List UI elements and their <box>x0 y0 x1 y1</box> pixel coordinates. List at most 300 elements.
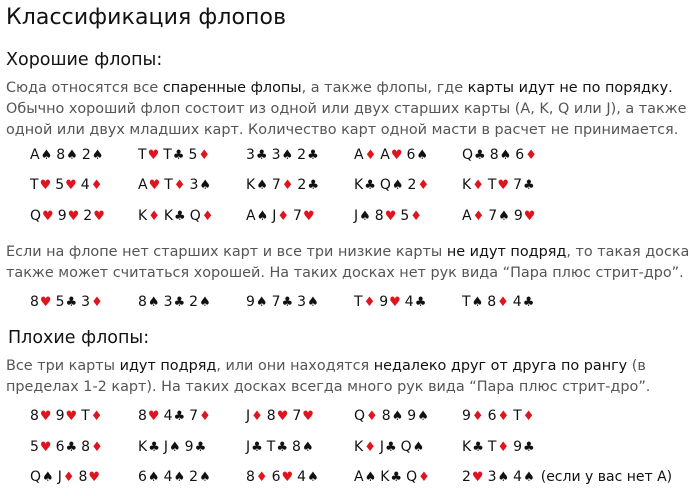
playing-card <box>81 174 103 197</box>
clubs-suit-icon: ♣ <box>522 295 535 310</box>
flop-combo <box>138 205 217 228</box>
card-rank: 3 <box>189 177 199 193</box>
good-flops-heading: Хорошие флопы: <box>6 50 163 70</box>
playing-card <box>462 466 484 489</box>
playing-card <box>488 436 509 459</box>
card-rank: J <box>354 208 359 224</box>
diamonds-suit-icon: ♦ <box>366 409 378 424</box>
card-rank: A <box>462 208 472 224</box>
hearts-suit-icon: ♥ <box>39 440 52 455</box>
card-rank: 4 <box>513 469 523 485</box>
playing-card <box>246 405 263 428</box>
spades-suit-icon: ♠ <box>199 178 212 193</box>
spades-suit-icon: ♠ <box>307 470 319 485</box>
playing-card <box>380 466 402 489</box>
clubs-suit-icon: ♣ <box>414 295 427 310</box>
playing-card <box>78 466 100 489</box>
card-rank: 9 <box>513 439 522 455</box>
playing-card <box>138 466 160 489</box>
diamonds-suit-icon: ♦ <box>364 148 377 163</box>
card-rank: 9 <box>246 294 255 310</box>
playing-card <box>81 436 103 459</box>
flop-combo <box>354 174 433 197</box>
card-rank: 7 <box>271 177 281 193</box>
card-rank: T <box>138 147 147 163</box>
hearts-suit-icon: ♥ <box>281 470 294 485</box>
card-rank: 2 <box>83 208 93 224</box>
spades-suit-icon: ♠ <box>498 209 510 224</box>
flop-combo <box>246 405 318 428</box>
card-rank: 8 <box>30 408 39 424</box>
playing-card <box>30 205 54 228</box>
hearts-suit-icon: ♥ <box>42 209 54 224</box>
flop-combo <box>462 405 538 428</box>
card-rank: 9 <box>57 208 67 224</box>
diamonds-suit-icon: ♦ <box>472 209 485 224</box>
card-rank: 8 <box>266 408 276 424</box>
spades-suit-icon: ♠ <box>42 470 54 485</box>
paragraph-text: Все три карты <box>6 358 120 374</box>
card-rank: J <box>379 439 384 455</box>
spades-suit-icon: ♠ <box>359 209 371 224</box>
card-rank: 2 <box>407 177 417 193</box>
diamonds-suit-icon: ♦ <box>281 178 294 193</box>
flop-combo <box>138 291 215 314</box>
card-rank: 8 <box>292 439 301 455</box>
playing-card <box>138 291 160 314</box>
flop-combo <box>354 205 426 228</box>
bad-row-2 <box>0 436 700 458</box>
card-rank: Q <box>400 439 412 455</box>
highlighted-text: спаренные флопы <box>162 80 302 96</box>
card-rank: T <box>163 147 172 163</box>
playing-card <box>272 144 294 167</box>
card-rank: Q <box>354 408 366 424</box>
spades-suit-icon: ♠ <box>91 148 104 163</box>
card-rank: 8 <box>81 439 91 455</box>
playing-card <box>462 405 484 428</box>
card-rank: 8 <box>78 469 88 485</box>
card-rank: A <box>138 177 148 193</box>
diamonds-suit-icon: ♦ <box>522 409 535 424</box>
card-rank: K <box>462 439 472 455</box>
highlighted-text: недалеко друг от друга по рангу <box>373 358 628 374</box>
diamonds-suit-icon: ♦ <box>417 178 430 193</box>
playing-card <box>188 144 210 167</box>
diamonds-suit-icon: ♦ <box>62 470 75 485</box>
playing-card <box>30 291 52 314</box>
diamonds-suit-icon: ♦ <box>255 470 268 485</box>
flop-combo <box>246 205 319 228</box>
card-rank: J <box>272 208 277 224</box>
playing-card <box>405 291 427 314</box>
card-rank: 7 <box>513 177 522 193</box>
card-rank: 7 <box>271 294 281 310</box>
playing-card <box>382 405 404 428</box>
card-rank: Q <box>30 469 42 485</box>
bad-flops-intro <box>6 356 696 398</box>
diamonds-suit-icon: ♦ <box>90 178 103 193</box>
paragraph-text: , или они находятся <box>216 358 374 374</box>
card-rank: 5 <box>188 147 198 163</box>
flop-combo <box>30 291 107 314</box>
clubs-suit-icon: ♣ <box>307 178 319 193</box>
card-rank: T <box>266 439 276 455</box>
card-rank: 4 <box>163 408 173 424</box>
spades-suit-icon: ♠ <box>256 209 269 224</box>
spades-suit-icon: ♠ <box>40 148 53 163</box>
card-rank: 4 <box>512 294 522 310</box>
playing-card <box>354 405 378 428</box>
diamonds-suit-icon: ♦ <box>90 409 103 424</box>
playing-card <box>515 144 537 167</box>
playing-card <box>488 466 510 489</box>
spades-suit-icon: ♠ <box>391 409 404 424</box>
spades-suit-icon: ♠ <box>147 295 160 310</box>
card-rank: 2 <box>462 469 471 485</box>
card-rank: 5 <box>55 177 65 193</box>
hearts-suit-icon: ♥ <box>497 178 510 193</box>
clubs-suit-icon: ♣ <box>173 409 186 424</box>
playing-card <box>164 205 186 228</box>
playing-card <box>267 436 288 459</box>
clubs-suit-icon: ♣ <box>172 148 185 163</box>
playing-card <box>138 436 160 459</box>
playing-card <box>379 291 401 314</box>
flop-combo <box>246 466 323 489</box>
clubs-suit-icon: ♣ <box>281 295 294 310</box>
playing-card <box>408 174 430 197</box>
diamonds-suit-icon: ♦ <box>525 148 537 163</box>
hearts-suit-icon: ♥ <box>471 470 484 485</box>
card-rank: 8 <box>246 469 255 485</box>
playing-card <box>164 291 186 314</box>
paragraph-text: Обычно хороший флоп состоит из одной или двух старших карты (A, K, Q или J), а также одной или двух младших карт. Количество карт одной масти в расчет не принимается. <box>6 101 687 138</box>
playing-card <box>267 405 289 428</box>
playing-card <box>246 205 268 228</box>
diamonds-suit-icon: ♦ <box>497 409 510 424</box>
playing-card <box>462 436 484 459</box>
card-rank: 2 <box>189 294 199 310</box>
flop-combo <box>354 466 434 489</box>
playing-card <box>293 205 315 228</box>
card-rank: A <box>354 147 364 163</box>
playing-card <box>246 436 263 459</box>
playing-card <box>138 405 160 428</box>
diamonds-suit-icon: ♦ <box>201 209 214 224</box>
card-rank: 9 <box>55 408 65 424</box>
card-rank: K <box>380 469 390 485</box>
card-rank: 4 <box>80 177 90 193</box>
spades-suit-icon: ♠ <box>281 148 294 163</box>
playing-card <box>30 174 51 197</box>
playing-card <box>189 405 211 428</box>
card-rank: 2 <box>297 147 307 163</box>
playing-card <box>462 205 484 228</box>
playing-card <box>513 291 535 314</box>
card-rank: Q <box>30 208 42 224</box>
good-row-1 <box>0 144 700 166</box>
playing-card <box>189 466 211 489</box>
flop-combo <box>354 405 433 428</box>
flop-combo <box>246 436 318 459</box>
clubs-suit-icon: ♣ <box>251 440 263 455</box>
card-rank: T <box>81 408 90 424</box>
playing-card <box>297 466 319 489</box>
card-rank: 3 <box>246 147 255 163</box>
playing-card <box>487 291 509 314</box>
clubs-suit-icon: ♣ <box>307 148 319 163</box>
playing-card <box>297 291 319 314</box>
paragraph-text: Если на флопе нет старших карт и все три низкие карты <box>6 244 447 260</box>
diamonds-suit-icon: ♦ <box>364 440 376 455</box>
playing-card <box>380 144 402 167</box>
card-rank: J <box>246 408 251 424</box>
card-rank: 8 <box>381 408 391 424</box>
card-rank: 7 <box>189 408 199 424</box>
card-rank: 8 <box>374 208 384 224</box>
card-rank: 3 <box>297 294 307 310</box>
playing-card <box>185 436 207 459</box>
clubs-suit-icon: ♣ <box>472 440 484 455</box>
clubs-suit-icon: ♣ <box>148 440 160 455</box>
card-rank: A <box>380 147 390 163</box>
card-rank: 3 <box>271 147 281 163</box>
playing-card <box>272 466 294 489</box>
playing-card <box>407 405 429 428</box>
flop-combo <box>30 144 107 167</box>
highlighted-text: идут подряд <box>119 358 217 374</box>
playing-card <box>488 405 510 428</box>
card-rank: Q <box>406 469 418 485</box>
playing-card <box>58 205 80 228</box>
playing-card <box>513 436 535 459</box>
playing-card <box>30 466 54 489</box>
card-rank: 8 <box>30 294 39 310</box>
diamonds-suit-icon: ♦ <box>91 295 103 310</box>
flop-note: (если у вас нет А) <box>540 469 673 485</box>
clubs-suit-icon: ♣ <box>276 440 289 455</box>
paragraph-text: , а также флопы, где <box>301 80 468 96</box>
playing-card <box>292 405 314 428</box>
card-rank: 6 <box>138 469 147 485</box>
playing-card <box>56 144 78 167</box>
playing-card <box>189 291 211 314</box>
spades-suit-icon: ♠ <box>416 148 429 163</box>
flop-combo <box>30 466 104 489</box>
spades-suit-icon: ♠ <box>497 470 510 485</box>
playing-card <box>164 436 181 459</box>
clubs-suit-icon: ♣ <box>65 295 78 310</box>
hearts-suit-icon: ♥ <box>147 409 160 424</box>
flop-combo <box>30 405 106 428</box>
playing-card <box>272 291 294 314</box>
clubs-suit-icon: ♣ <box>65 440 78 455</box>
card-rank: K <box>138 208 148 224</box>
card-rank: 9 <box>407 408 417 424</box>
playing-card <box>354 174 376 197</box>
playing-card <box>490 144 512 167</box>
hearts-suit-icon: ♥ <box>390 148 403 163</box>
paragraph-text: Сюда относятся все <box>6 80 163 96</box>
diamonds-suit-icon: ♦ <box>91 440 103 455</box>
card-rank: T <box>487 439 497 455</box>
flop-combo <box>138 144 214 167</box>
playing-card <box>292 436 314 459</box>
playing-card <box>30 436 52 459</box>
card-rank: 4 <box>297 469 307 485</box>
card-rank: K <box>462 177 472 193</box>
playing-card <box>513 405 534 428</box>
card-rank: 3 <box>487 469 497 485</box>
hearts-suit-icon: ♥ <box>88 470 101 485</box>
card-rank: A <box>246 208 256 224</box>
clubs-suit-icon: ♣ <box>174 209 186 224</box>
bad-row-1 <box>0 405 700 427</box>
spades-suit-icon: ♠ <box>412 440 425 455</box>
card-rank: 7 <box>292 408 302 424</box>
playing-card <box>272 174 294 197</box>
spades-suit-icon: ♠ <box>364 470 377 485</box>
card-rank: K <box>354 439 364 455</box>
hearts-suit-icon: ♥ <box>389 295 401 310</box>
playing-card <box>83 205 105 228</box>
bad-flops-heading: Плохие флопы: <box>8 328 150 348</box>
playing-card <box>190 205 214 228</box>
playing-card <box>246 466 268 489</box>
playing-card <box>354 291 375 314</box>
card-rank: 8 <box>138 294 147 310</box>
playing-card <box>82 144 104 167</box>
spades-suit-icon: ♠ <box>147 470 160 485</box>
flop-combo <box>138 405 215 428</box>
card-rank: 2 <box>297 177 307 193</box>
clubs-suit-icon: ♣ <box>522 440 535 455</box>
flop-combo <box>354 144 432 167</box>
good-flops-intro <box>6 78 696 141</box>
card-rank: Q <box>379 177 391 193</box>
flop-combo <box>462 466 672 489</box>
playing-card <box>246 144 268 167</box>
card-rank: T <box>462 294 471 310</box>
clubs-suit-icon: ♣ <box>390 470 403 485</box>
hearts-suit-icon: ♥ <box>523 209 536 224</box>
flop-combo <box>462 436 539 459</box>
playing-card <box>406 144 428 167</box>
flop-combo <box>246 144 323 167</box>
clubs-suit-icon: ♣ <box>194 440 207 455</box>
flop-combo <box>138 436 210 459</box>
playing-card <box>354 205 371 228</box>
playing-card <box>30 405 52 428</box>
card-rank: Q <box>462 147 474 163</box>
spades-suit-icon: ♠ <box>199 470 211 485</box>
clubs-suit-icon: ♣ <box>255 148 268 163</box>
card-rank: 9 <box>379 294 389 310</box>
playing-card <box>55 174 77 197</box>
card-rank: 7 <box>293 208 302 224</box>
flop-combo <box>30 205 109 228</box>
diamonds-suit-icon: ♦ <box>173 178 186 193</box>
playing-card <box>380 174 404 197</box>
playing-card <box>56 291 78 314</box>
diamonds-suit-icon: ♦ <box>472 178 484 193</box>
diamonds-suit-icon: ♦ <box>277 209 290 224</box>
hearts-suit-icon: ♥ <box>302 409 314 424</box>
card-rank: 8 <box>489 147 499 163</box>
playing-card <box>164 466 186 489</box>
flop-combo <box>246 174 323 197</box>
playing-card <box>400 205 422 228</box>
playing-card <box>164 405 186 428</box>
playing-card <box>138 144 159 167</box>
playing-card <box>513 466 535 489</box>
flop-combo <box>246 291 323 314</box>
hearts-suit-icon: ♥ <box>65 178 77 193</box>
playing-card <box>163 144 184 167</box>
flop-combo <box>462 174 539 197</box>
card-rank: 6 <box>55 439 65 455</box>
card-rank: K <box>163 208 174 224</box>
card-rank: 8 <box>487 294 497 310</box>
card-rank: A <box>354 469 364 485</box>
hearts-suit-icon: ♥ <box>65 409 78 424</box>
paragraph-text: (в пределах 1-2 карт). На таких досках всегда много рук вида “Пара плюс стрит-дро”. <box>6 358 651 395</box>
card-rank: J <box>163 439 168 455</box>
flop-combo <box>462 205 539 228</box>
flop-combo <box>462 291 538 314</box>
diamonds-suit-icon: ♦ <box>497 440 510 455</box>
hearts-suit-icon: ♥ <box>67 209 80 224</box>
spades-suit-icon: ♠ <box>173 470 186 485</box>
playing-card <box>246 174 268 197</box>
paragraph-text: , то такая доска также может считаться хорошей. На таких досках нет рук вида “Пара плюс стрит-дро”. <box>6 244 690 281</box>
card-rank: 8 <box>56 147 66 163</box>
hearts-suit-icon: ♥ <box>39 409 52 424</box>
playing-card <box>138 174 160 197</box>
playing-card <box>30 144 52 167</box>
card-rank: 3 <box>163 294 173 310</box>
low-cards-paragraph <box>6 242 696 284</box>
good-row-2 <box>0 174 700 196</box>
spades-suit-icon: ♠ <box>301 440 314 455</box>
card-rank: 6 <box>487 408 497 424</box>
flop-combo <box>30 174 106 197</box>
spades-suit-icon: ♠ <box>471 295 484 310</box>
flop-combo <box>354 436 428 459</box>
card-rank: J <box>246 439 251 455</box>
spades-suit-icon: ♠ <box>66 148 78 163</box>
spades-suit-icon: ♠ <box>417 409 429 424</box>
hearts-suit-icon: ♥ <box>39 178 52 193</box>
good-row-3 <box>0 205 700 227</box>
hearts-suit-icon: ♥ <box>384 209 397 224</box>
playing-card <box>297 174 319 197</box>
hearts-suit-icon: ♥ <box>39 295 52 310</box>
card-rank: T <box>487 177 497 193</box>
playing-card <box>488 205 510 228</box>
card-rank: T <box>30 177 39 193</box>
card-rank: 5 <box>30 439 39 455</box>
playing-card <box>354 144 376 167</box>
diamonds-suit-icon: ♦ <box>198 148 211 163</box>
playing-card <box>138 205 160 228</box>
playing-card <box>164 174 185 197</box>
card-rank: K <box>246 177 256 193</box>
playing-card <box>488 174 509 197</box>
hearts-suit-icon: ♥ <box>93 209 105 224</box>
playing-card <box>354 436 376 459</box>
